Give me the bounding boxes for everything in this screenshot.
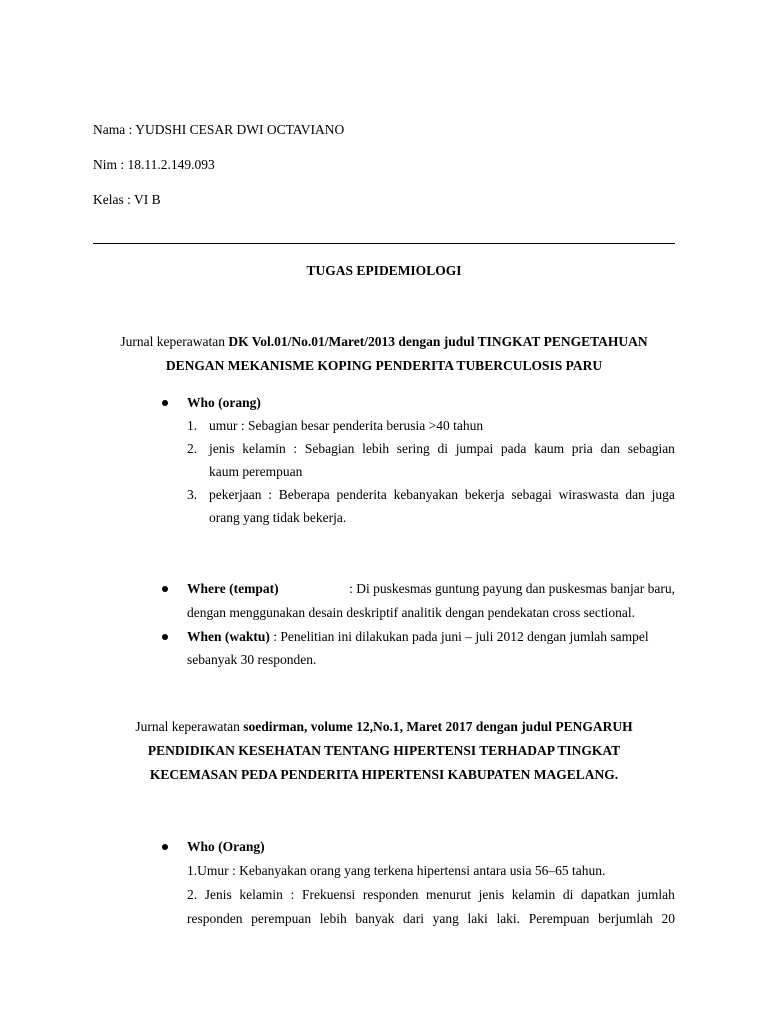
document-title: TUGAS EPIDEMIOLOGI xyxy=(306,263,462,278)
horizontal-rule xyxy=(93,243,675,244)
journal1-title-start: TINGKAT PENGETAHUAN xyxy=(474,334,648,349)
journal2-who-label: Who (Orang) xyxy=(187,839,265,854)
journal2-item2-line2: responden perempuan lebih banyak dari yang laki laki. Perempuan berjumlah 20 xyxy=(187,911,675,926)
bullet-icon xyxy=(162,586,168,592)
journal1-title-line2: DENGAN MEKANISME KOPING PENDERITA TUBERCULOSIS PARU xyxy=(165,358,603,373)
journal1-when-line2: sebanyak 30 responden. xyxy=(187,652,317,667)
journal2-title-line2: PENDIDIKAN KESEHATAN TENTANG HIPERTENSI TERHADAP TINGKAT xyxy=(147,743,621,758)
journal1-prefix: Jurnal keperawatan xyxy=(120,334,229,349)
bullet-icon xyxy=(162,400,168,406)
journal1-where-text: : Di puskesmas guntung payung dan puskesmas banjar baru, xyxy=(349,581,675,596)
journal1-when-label: When (waktu) xyxy=(187,629,270,644)
journal1-when-line1 xyxy=(187,628,649,646)
student-nim: Nim : 18.11.2.149.093 xyxy=(93,157,215,172)
journal2-ref: soedirman, volume 12,No.1, Maret 2017 dengan judul xyxy=(243,719,553,734)
list-item-number: 3. xyxy=(187,487,198,502)
student-name: Nama : YUDSHI CESAR DWI OCTAVIANO xyxy=(93,122,345,137)
journal1-who-label: Who (orang) xyxy=(187,395,261,410)
journal1-heading-line1 xyxy=(93,333,675,351)
list-item-text-cont: kaum perempuan xyxy=(209,464,303,479)
list-item-text-cont: orang yang tidak bekerja. xyxy=(209,510,347,525)
journal2-title-start: PENGARUH xyxy=(552,719,633,734)
journal1-ref: DK Vol.01/No.01/Maret/2013 dengan judul xyxy=(228,334,475,349)
journal2-title-line3: KECEMASAN PEDA PENDERITA HIPERTENSI KABUPATEN MAGELANG. xyxy=(149,767,619,782)
journal1-when-text: : Penelitian ini dilakukan pada juni – juli 2012 dengan jumlah sampel xyxy=(269,629,649,644)
student-class: Kelas : VI B xyxy=(93,192,161,207)
journal1-where-line1 xyxy=(187,580,675,598)
bullet-icon xyxy=(162,634,168,640)
journal1-where-line2: dengan menggunakan desain deskriptif analitik dengan pendekatan cross sectional. xyxy=(187,605,635,620)
list-item-number: 1. xyxy=(187,418,198,433)
journal2-item1: 1.Umur : Kebanyakan orang yang terkena hipertensi antara usia 56–65 tahun. xyxy=(187,863,606,878)
list-item-text: pekerjaan : Beberapa penderita kebanyakan bekerja sebagai wiraswasta dan juga xyxy=(209,487,675,502)
journal2-prefix: Jurnal keperawatan xyxy=(135,719,244,734)
journal2-heading-line1 xyxy=(93,718,675,736)
list-item-number: 2. xyxy=(187,441,198,456)
list-item-text: umur : Sebagian besar penderita berusia >40 tahun xyxy=(209,418,484,433)
journal2-item2-line1: 2. Jenis kelamin : Frekuensi responden menurut jenis kelamin di dapatkan jumlah xyxy=(187,887,675,902)
journal1-where-label: Where (tempat) xyxy=(187,581,279,596)
list-item-text: jenis kelamin : Sebagian lebih sering di jumpai pada kaum pria dan sebagian xyxy=(209,441,675,456)
bullet-icon xyxy=(162,844,168,850)
